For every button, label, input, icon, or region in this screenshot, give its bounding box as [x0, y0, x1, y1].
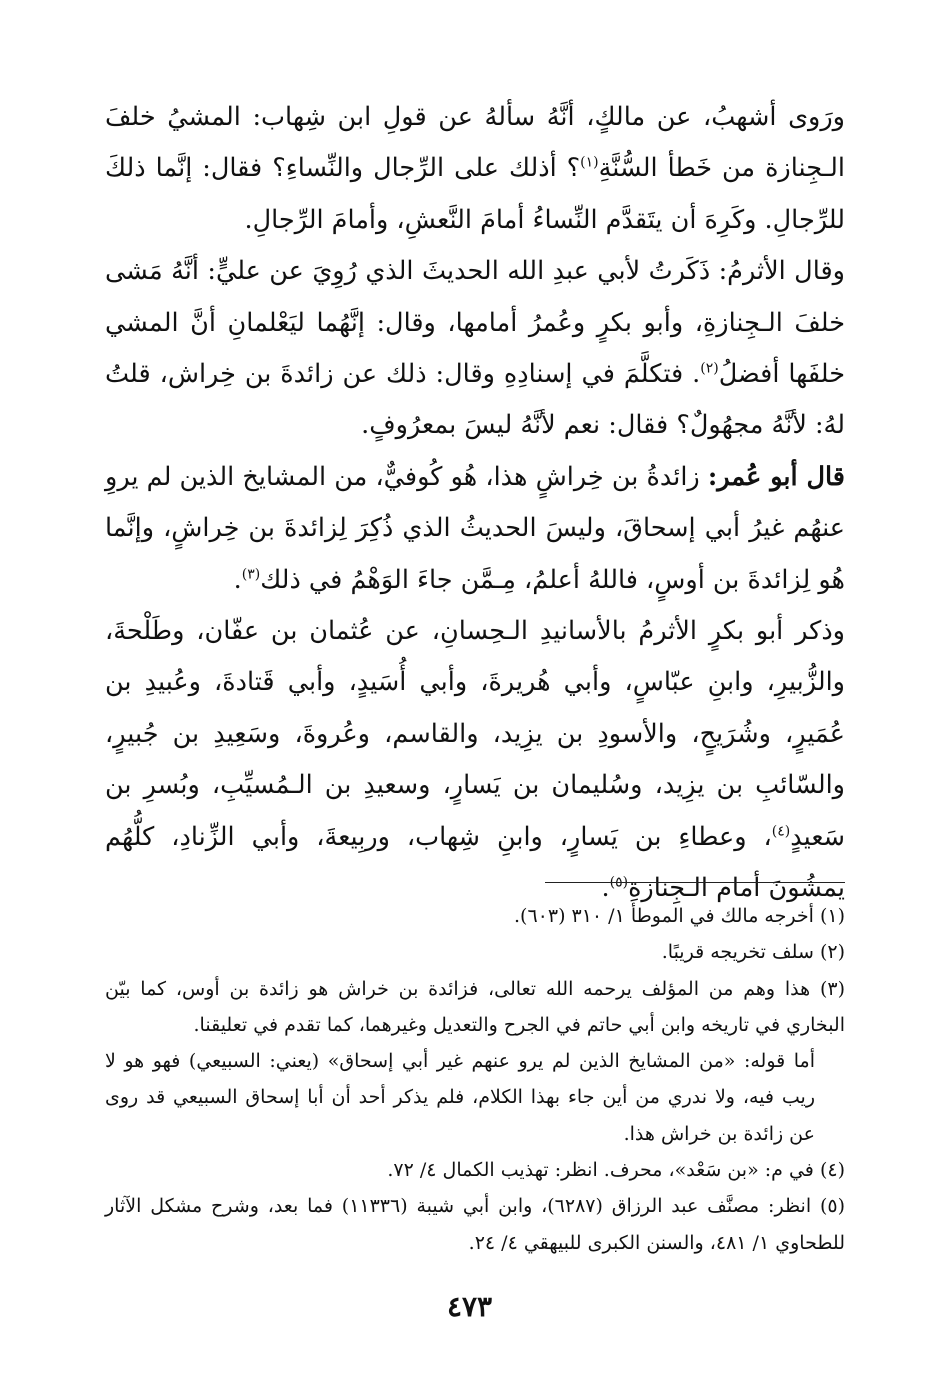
footnote-text: في م: «بن سَعْد»، محرف. انظر: تهذيب الكمال ٤/ ٧٢.: [387, 1159, 814, 1182]
footnote-ref-1: (١): [580, 154, 599, 171]
main-text: [105, 92, 845, 915]
footnote-2: [105, 934, 845, 970]
page-number: ٤٧٣: [446, 1290, 493, 1323]
paragraph-1: [105, 92, 845, 246]
text-segment: ، وعطاءِ بن يَسارٍ، وابنِ شِهاب، وربِيعةَ، وأبي الزِّنادِ، كلُّهُم يمشُونَ أمام الـجِنازةِ: [105, 821, 845, 904]
footnote-text: أما قوله: «من المشايخ الذين لم يرو عنهم غير أبي إسحاق» (يعني: السبيعي) فهو هو لا ريب فيه، ولا ندري من أين جاء بهذا الكلام، فلم يذكر أحد أن أبا إسحاق السبيعي قد روى عن زائدة بن خراش هذا.: [105, 1050, 815, 1145]
footnote-text: سلف تخريجه قريبًا.: [661, 941, 814, 964]
footnote-3: [105, 971, 845, 1044]
text-segment: .: [233, 564, 242, 595]
paragraph-2: [105, 246, 845, 452]
footnote-number: (٣): [819, 977, 845, 1000]
footnote-number: (٤): [819, 1159, 845, 1182]
text-segment: زائدةُ بن خِراشٍ هذا، هُو كُوفيٌّ، من المشايخ الذين لم يروِ عنهُم غيرُ أبي إسحاقَ، وليسَ الحديثُ الذي ذُكِرَ لِزائدةَ بن خِراشٍ، وإنَّما هُو لِزائدةَ بن أوسٍ، فاللهُ أعلمُ، مِـمَّن جاءَ الوَهْمُ في ذلك: [105, 461, 845, 595]
paragraph-3: [105, 452, 845, 606]
text-segment: وذكر أبو بكرٍ الأثرمُ بالأسانيدِ الـحِسانِ، عن عُثمان بن عفّان، وطَلْحةَ، والزُّبيرِ، وابنِ عبّاسٍ، وأبي هُريرةَ، وأبي أُسَيدٍ، وأبي قَتادةَ، وعُبيدِ بن عُمَيرٍ، وشُرَيحٍ، والأسودِ بن يزِيد، والقاسم، وعُروةَ، وسَعِيدِ بن جُبيرٍ، والسّائبِ بن يزِيد، وسُليمان بن يَسارٍ، وسعيدِ بن الـمُسيِّبِ، وبُسرِ بن سَعيدٍ: [105, 616, 845, 852]
footnote-number: (٥): [819, 1195, 845, 1218]
text-segment: وقال الأثرمُ: ذَكَرتُ لأبي عبدِ الله الحديثَ الذي رُوِيَ عن عليٍّ: أنَّهُ مَشى خلفَ الـجِنازةِ، وأبو بكرٍ وعُمرُ أمامها، وقال: إنَّهُما ليَعْلمانِ أنَّ المشي خلفَها أفضلُ: [105, 256, 845, 390]
text-segment: ورَوى أشهبُ، عن مالكٍ، أنَّهُ سألهُ عن قولِ ابن شِهاب: المشيُ خلفَ الـجِنازة من خَطأ السُّنَّةِ: [105, 102, 845, 184]
text-segment: ؟ أذلك على الرِّجال والنِّساءِ؟ فقال: إنَّما ذلكَ للرِّجالِ. وكَرِهَ أن يتَقدَّم النِّساءُ أمامَ النَّعشِ، وأمامَ الرِّجالِ.: [105, 153, 845, 235]
text-segment: .: [601, 873, 610, 904]
paragraph-4: [105, 606, 845, 914]
footnote-5: [105, 1188, 845, 1261]
footnote-ref-4: (٤): [771, 823, 791, 840]
lead-phrase: قال أبو عُمر:: [707, 461, 845, 492]
footnote-3-continued: [105, 1043, 845, 1152]
footnote-text: هذا وهم من المؤلف يرحمه الله تعالى، فزائدة بن خراش هو زائدة بن أوس، كما بيّن البخاري في تاريخه وابن أبي حاتم في الجرح والتعديل وغيرهما، كما تقدم في تعليقنا.: [105, 977, 845, 1036]
footnotes: [105, 898, 845, 1261]
footnote-4: [105, 1152, 845, 1188]
footnote-number: (٢): [819, 941, 845, 964]
footnote-1: [105, 898, 845, 934]
footnote-text: انظر: مصنَّف عبد الرزاق (٦٢٨٧)، وابن أبي شيبة (١١٣٣٦) فما بعد، وشرح مشكل الآثار للطحاوي ١/ ٤٨١، والسنن الكبرى للبيهقي ٤/ ٢٤.: [105, 1195, 845, 1254]
footnote-ref-2: (٢): [700, 360, 719, 377]
text-segment: . فتكلَّمَ في إسنادِهِ وقال: ذلك عن زائدةَ بن خِراش، قلتُ لهُ: لأنَّهُ مجهُولٌ؟ فقال: نعم لأنَّهُ ليسَ بمعرُوفٍ.: [105, 359, 845, 441]
footnote-text: أخرجه مالك في الموطأ ١/ ٣١٠ (٦٠٣).: [513, 905, 814, 927]
footnote-divider: [545, 882, 845, 883]
footnote-ref-5: (٥): [609, 874, 629, 891]
footnote-number: (١): [819, 905, 845, 927]
footnote-ref-3: (٣): [241, 566, 261, 583]
